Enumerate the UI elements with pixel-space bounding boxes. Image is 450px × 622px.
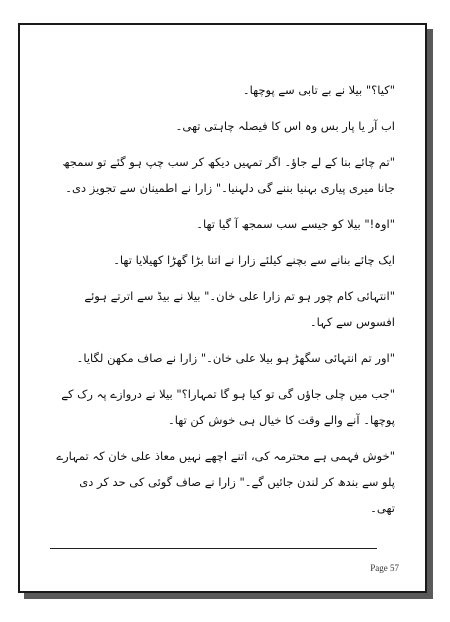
paragraph: "کیا؟" بیلا نے بے تابی سے پوچھا۔ [242,83,395,97]
document-page [18,23,427,593]
paragraph: "تم چائے بنا کے لے جاؤ۔ اگر تمہیں دیکھ کر سب چپ ہو گئے تو سمجھ جانا میری پیاری بہنیا بننے گی دلہنیا۔" زارا نے اطمینان سے تجویز دی۔ [62,155,395,195]
paragraph: "اوہ!" بیلا کو جیسے سب سمجھ آ گیا تھا۔ [196,217,395,231]
paragraph: اب آر یا پار بس وہ اس کا فیصلہ چاہتی تھی۔ [175,119,395,133]
paragraph: "انتہائی کام چور ہو تم زارا علی خان۔" بیلا نے بیڈ سے اترتے ہوئے افسوس سے کہا۔ [84,289,395,329]
paragraph: ایک چائے بنانے سے بچنے کیلئے زارا نے اتنا بڑا گھڑا کھیلایا تھا۔ [113,253,395,267]
page-content [56,77,395,531]
paragraph: "اور تم انتہائی سگھڑ ہو بیلا علی خان۔" زارا نے صاف مکھن لگایا۔ [76,351,395,365]
paragraph: "خوش فہمی ہے محترمہ کی، اتنے اچھے نہیں معاذ علی خان کہ تمہارے پلو سے بندھ کر لندن جائیں گے۔" زارا نے صاف گوئی کی حد کر دی تھی۔ [56,449,395,515]
paragraph: "جب میں چلی جاؤں گی تو کیا ہو گا تمہارا؟" بیلا نے دروازے پہ رک کے پوچھا۔ آنے والے وقت کا خیال ہی خوش کن تھا۔ [61,387,395,427]
footer-divider [50,548,377,549]
page-number: Page 57 [370,563,399,573]
